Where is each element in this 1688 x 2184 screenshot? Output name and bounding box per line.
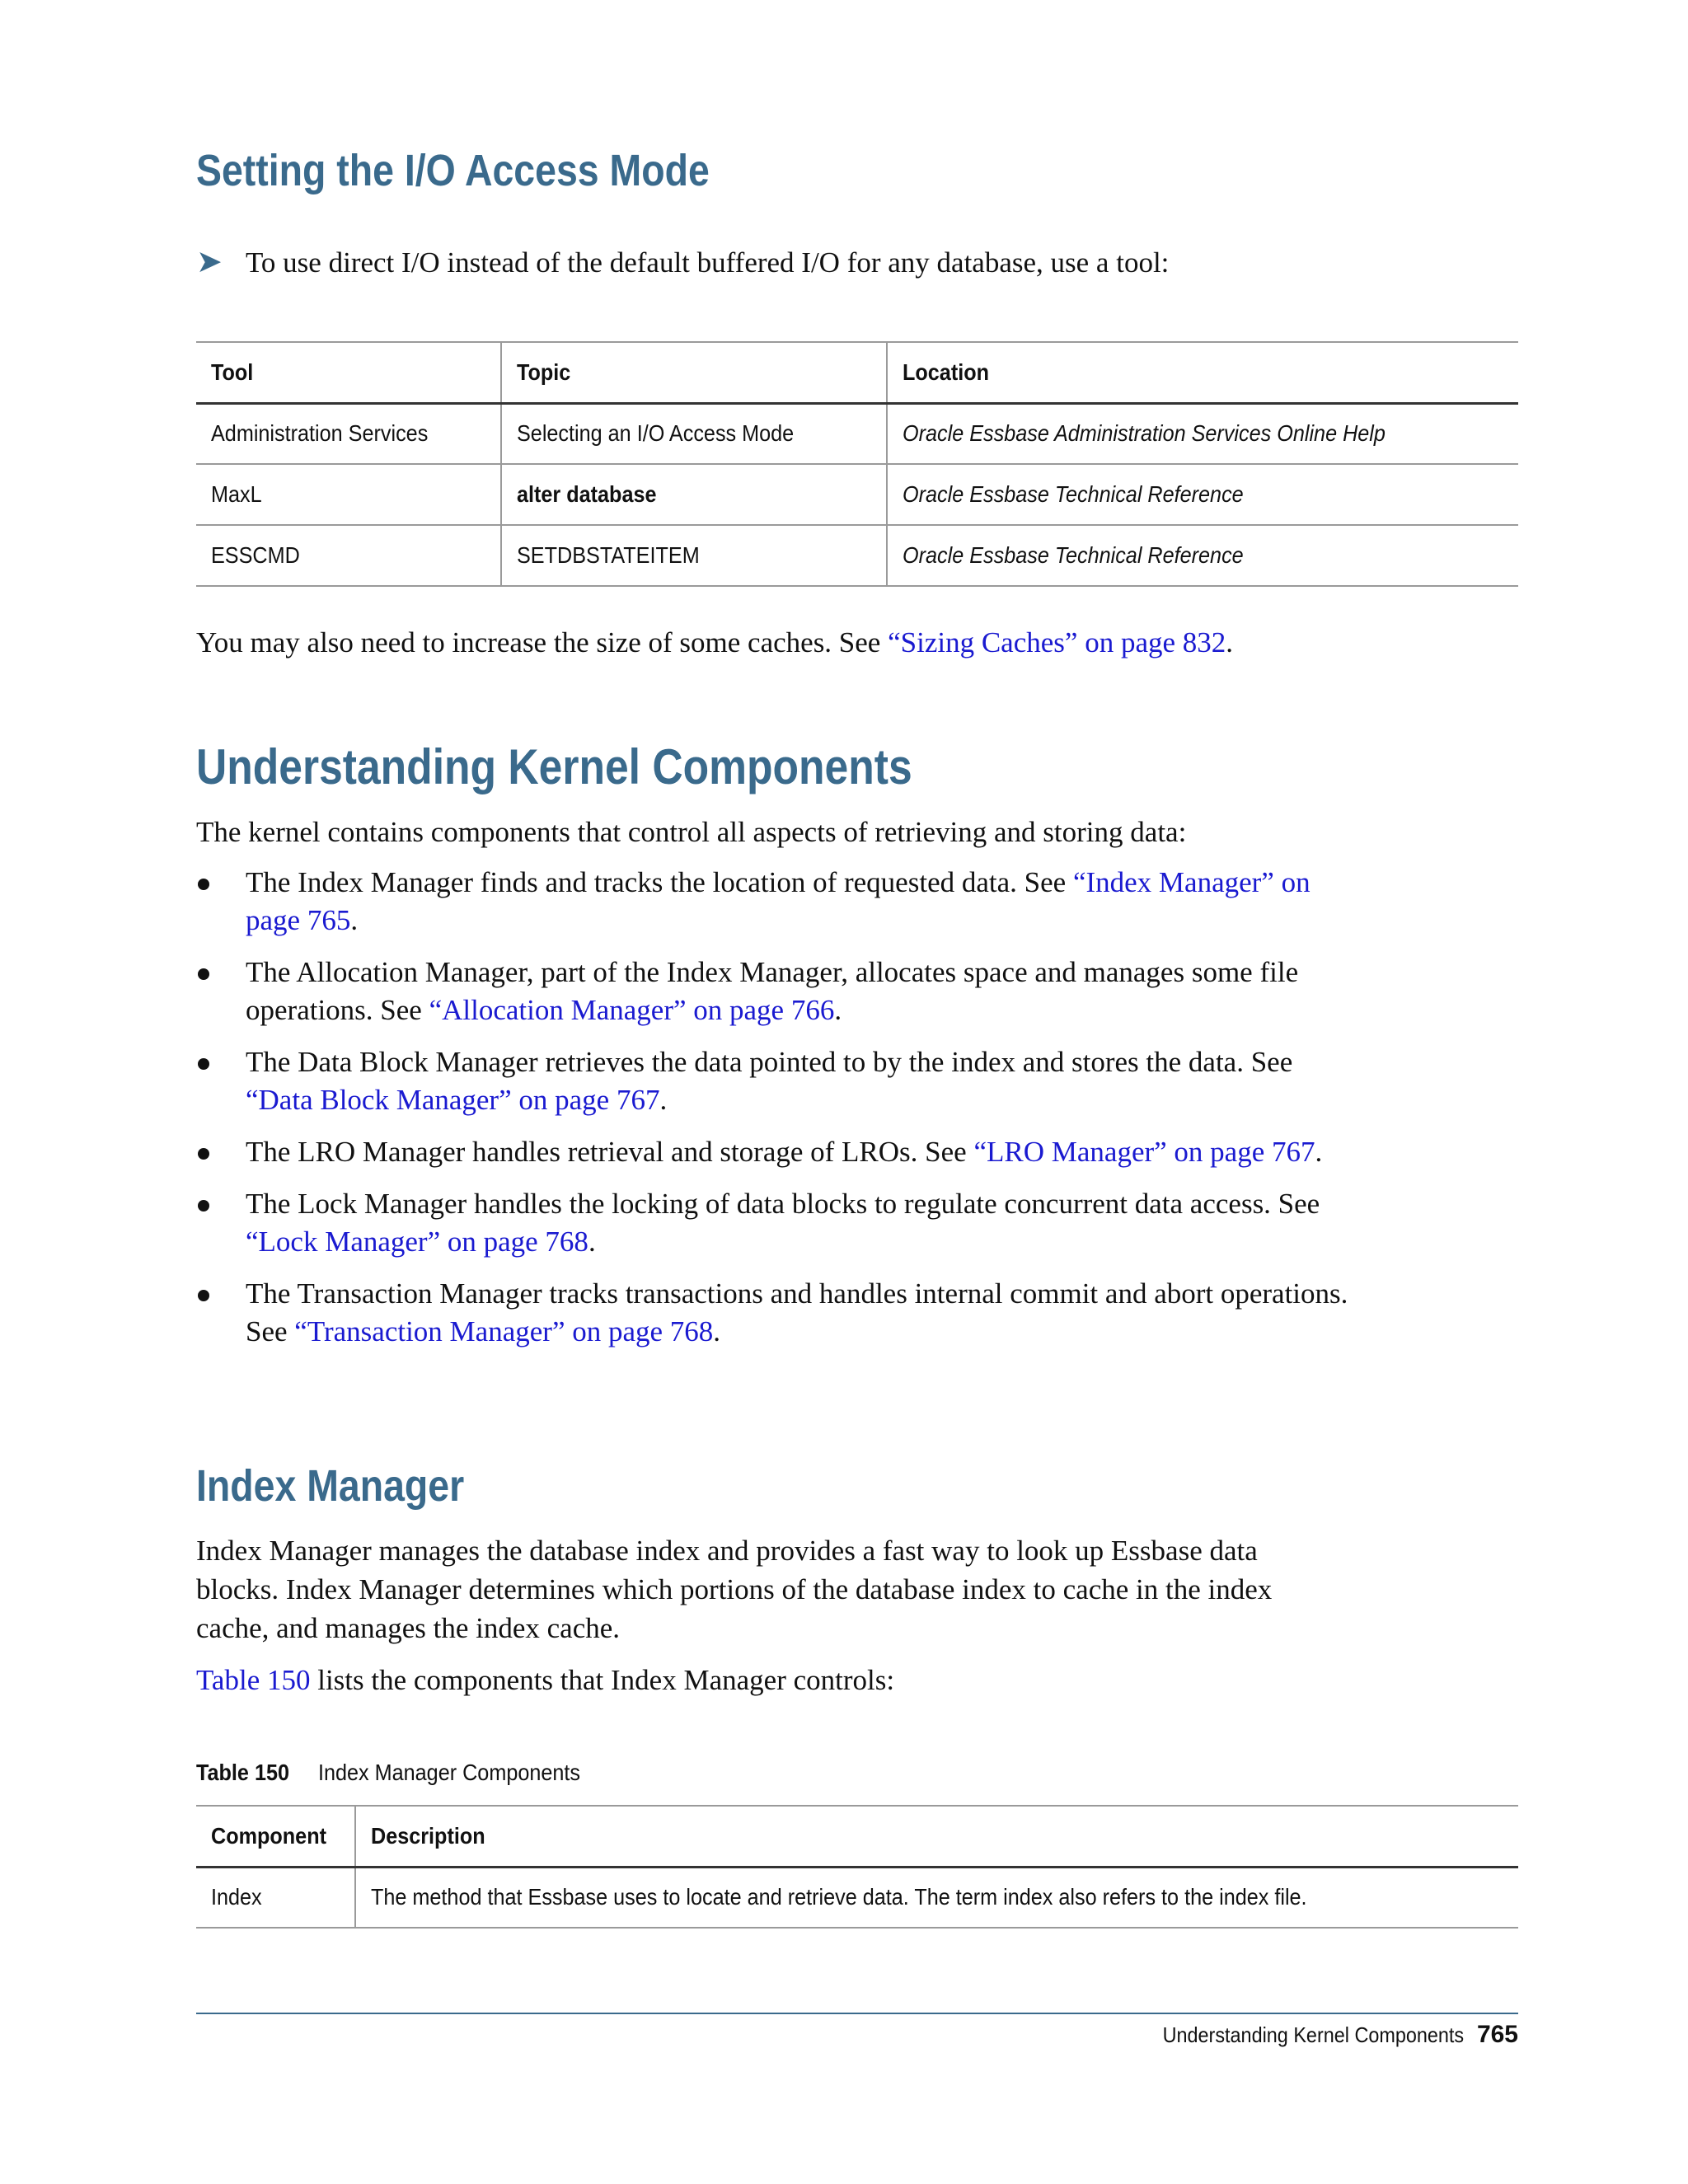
page-number: 765 [1476,2021,1518,2048]
column-header-component: Component [211,1822,326,1849]
bullet-icon [198,1200,209,1212]
page-footer [1129,2021,1518,2049]
column-header-topic: Topic [501,342,887,403]
list-item: The Transaction Manager tracks transactions and handles internal commit and abort operations. See “Transaction Manager” on page 768. [196,1275,1350,1351]
cell-tool: ESSCMD [211,542,300,568]
heading-io-access-mode: Setting the I/O Access Mode [196,146,710,195]
table-row [196,464,1518,525]
index-components-table [196,1805,1518,1929]
cache-note: You may also need to increase the size of some caches. See “Sizing Caches” on page 832. [196,626,1234,658]
column-header-description: Description [355,1806,1518,1867]
cell-topic: Selecting an I/O Access Mode [501,403,887,464]
column-header-tool: Tool [211,359,254,385]
list-item: The LRO Manager handles retrieval and storage of LROs. See “LRO Manager” on page 767. [196,1133,1350,1171]
cell-component: Index [211,1884,262,1910]
cell-topic: SETDBSTATEITEM [501,525,887,586]
list-item: The Allocation Manager, part of the Index Manager, allocates space and manages some file operations. See “Allocation Manager” on page 766. [196,954,1350,1029]
link-transaction-manager[interactable]: “Transaction Manager” on page 768 [294,1315,714,1347]
heading-kernel-components: Understanding Kernel Components [196,739,912,794]
bullet-icon [198,1290,209,1301]
table-caption [196,1760,609,1786]
heading-index-manager: Index Manager [196,1461,465,1511]
table-row [196,525,1518,586]
procedure-text: To use direct I/O instead of the default buffered I/O for any database, use a tool: [246,246,1170,279]
footer-divider [196,2013,1518,2014]
arrow-icon: ➤ [196,243,223,279]
bullet-icon [198,1058,209,1070]
bullet-icon [198,879,209,890]
list-item: The Data Block Manager retrieves the data pointed to by the index and stores the data. See “Data Block Manager” on page 767. [196,1043,1350,1119]
link-data-block-manager[interactable]: “Data Block Manager” on page 767 [246,1084,660,1116]
table-header-row [196,342,1518,403]
bullet-icon [198,1148,209,1160]
table-row [196,403,1518,464]
cell-description: The method that Essbase uses to locate and retrieve data. The term index also refers to the index file. [355,1867,1518,1928]
cell-location: Oracle Essbase Technical Reference [887,464,1518,525]
tool-table [196,341,1518,587]
cell-location: Oracle Essbase Administration Services Online Help [887,403,1518,464]
link-lro-manager[interactable]: “LRO Manager” on page 767 [973,1136,1315,1168]
caption-number: Table 150 [196,1760,290,1785]
table-row [196,1867,1518,1928]
table-header-row [196,1806,1518,1867]
cell-topic: alter database [501,464,887,525]
link-index-manager[interactable]: “Index Manager” on page 765 [246,866,1311,936]
footer-title: Understanding Kernel Components [1162,2022,1464,2047]
link-lock-manager[interactable]: “Lock Manager” on page 768 [246,1226,588,1258]
kernel-component-list [196,864,1350,1365]
column-header-location: Location [887,342,1518,403]
table-reference-text: Table 150 lists the components that Index Manager controls: [196,1664,895,1696]
list-item: The Index Manager finds and tracks the location of requested data. See “Index Manager” on page 765. [196,864,1350,940]
link-table-150[interactable]: Table 150 [196,1664,311,1696]
cell-tool: Administration Services [211,420,429,447]
procedure-step [196,242,1169,282]
bullet-icon [198,968,209,980]
link-sizing-caches[interactable]: “Sizing Caches” on page 832 [888,626,1226,658]
kernel-intro: The kernel contains components that control all aspects of retrieving and storing data: [196,816,1187,848]
cell-location: Oracle Essbase Technical Reference [887,525,1518,586]
link-allocation-manager[interactable]: “Allocation Manager” on page 766 [429,994,835,1026]
index-manager-description: Index Manager manages the database index and provides a fast way to look up Essbase data blocks. Index Manager determines which portions of the database index to cache in the index cache, and manages the index cache. [196,1535,1273,1644]
cell-tool: MaxL [211,481,262,507]
list-item: The Lock Manager handles the locking of data blocks to regulate concurrent data access. See “Lock Manager” on page 768. [196,1185,1350,1261]
caption-title: Index Manager Components [317,1760,580,1785]
